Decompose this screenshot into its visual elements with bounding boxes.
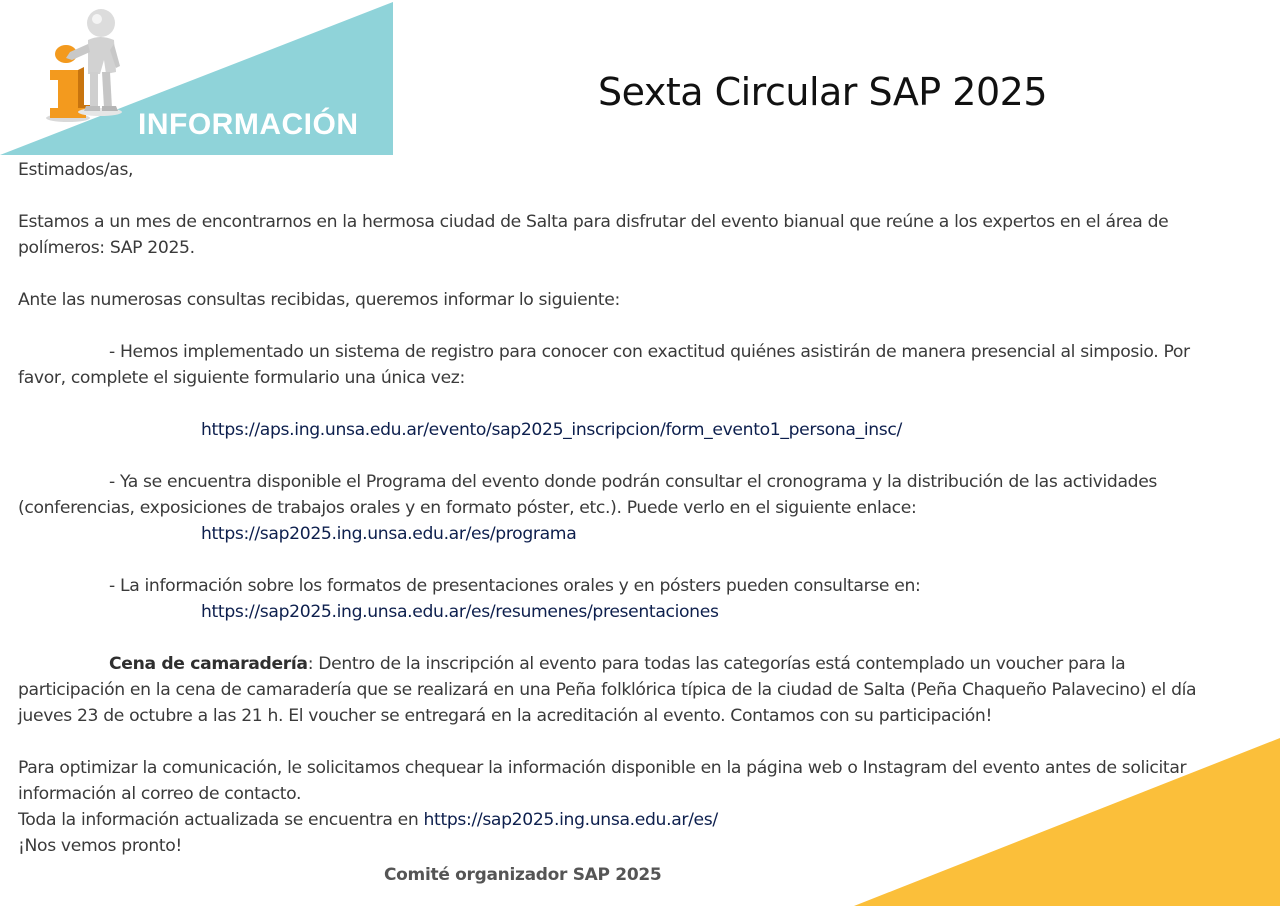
circular-body (18, 157, 1233, 859)
signature: Comité organizador SAP 2025 (384, 865, 662, 885)
registration-item: - Hemos implementado un sistema de registro para conocer con exactitud quiénes asistirán de manera presencial al simposio. Por favor, complete el siguiente formulario una única vez: (18, 342, 1190, 388)
website-link[interactable]: https://sap2025.ing.unsa.edu.ar/es/ (423, 810, 718, 830)
consultas-paragraph: Ante las numerosas consultas recibidas, queremos informar lo siguiente: (18, 290, 620, 310)
program-item: - Ya se encuentra disponible el Programa del evento donde podrán consultar el cronograma y la distribución de las actividades (conferencias, exposiciones de trabajos orales y en formato póster, etc.). Puede verlo en el siguiente enlace: (18, 472, 1158, 518)
dinner-label: Cena de camaradería (109, 654, 308, 674)
greeting: Estimados/as, (18, 160, 134, 180)
program-link[interactable]: https://sap2025.ing.unsa.edu.ar/es/programa (201, 524, 577, 544)
program-link-line (18, 521, 1233, 547)
information-banner (0, 0, 393, 155)
updated-info-prefix: Toda la información actualizada se encuentra en (18, 810, 424, 830)
intro-paragraph: Estamos a un mes de encontrarnos en la hermosa ciudad de Salta para disfrutar del evento bianual que reúne a los expertos en el área de polímeros: SAP 2025. (18, 212, 1169, 258)
presentations-link[interactable]: https://sap2025.ing.unsa.edu.ar/es/resumenes/presentaciones (201, 602, 719, 622)
farewell: ¡Nos vemos pronto! (18, 836, 182, 856)
page-title: Sexta Circular SAP 2025 (598, 70, 1048, 114)
dinner-text: : Dentro de la inscripción al evento para todas las categorías está contemplado un voucher para la participación en la cena de camaradería que se realizará en una Peña folklórica típica de la ciudad de Salta (Peña Chaqueño Palavecino) el día jueves 23 de octubre a las 21 h. El voucher se entregará en la acreditación al evento. Contamos con su participación! (18, 654, 1197, 726)
optimize-paragraph: Para optimizar la comunicación, le solicitamos chequear la información disponible en la página web o Instagram del evento antes de solicitar información al correo de contacto. (18, 758, 1187, 804)
dinner-paragraph (18, 651, 1233, 729)
registration-form-link[interactable]: https://aps.ing.unsa.edu.ar/evento/sap2025_inscripcion/form_evento1_persona_insc/ (201, 420, 902, 440)
presentations-link-line (18, 599, 1233, 625)
updated-info-line (18, 807, 1233, 833)
presentations-item: - La información sobre los formatos de presentaciones orales y en pósters pueden consultarse en: (109, 576, 921, 596)
banner-label: INFORMACIÓN (138, 108, 359, 141)
registration-link-line (18, 417, 1233, 443)
